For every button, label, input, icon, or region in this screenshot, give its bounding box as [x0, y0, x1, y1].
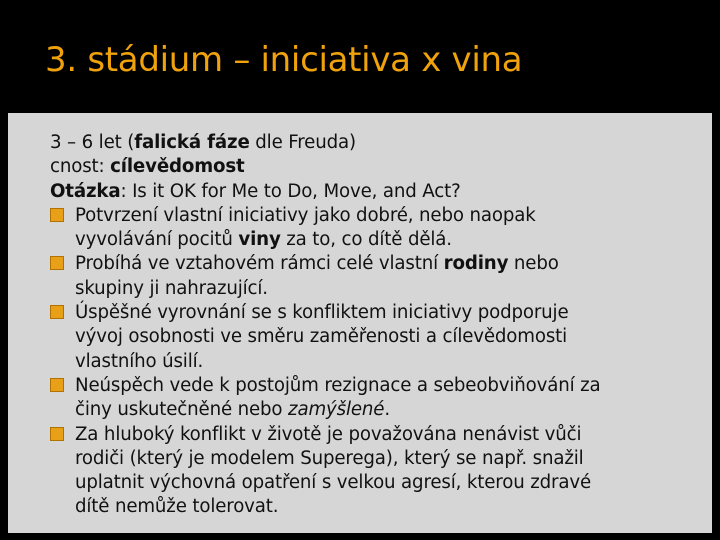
bullet-item-initiative: Potvrzení vlastní iniciativy jako dobré, nebo naopak vyvolávání pocitů viny za to, co dítě dělá. [50, 204, 700, 253]
bullet-item-conflict: Za hluboký konflikt v životě je považována nenávist vůči rodiči (který je modelem Superega), který se např. snažil uplatnit výchovná opatření s velkou agresí, kterou zdravé dítě nemůže tolerovat. [50, 423, 700, 520]
question-line: Otázka: Is it OK for Me to Do, Move, and Act? [50, 180, 461, 202]
slide-title: 3. stádium – iniciativa x vina [45, 40, 523, 80]
virtue-line: cnost: cílevědomost [50, 156, 245, 178]
slide-body [50, 131, 700, 520]
bullet-item-family: Probíhá ve vztahovém rámci celé vlastní rodiny nebo skupiny ji nahrazující. [50, 252, 700, 301]
square-bullet-icon [50, 208, 64, 222]
bullet-item-failure: Neúspěch vede k postojům rezignace a sebeobviňování za činy uskutečněné nebo zamýšlené. [50, 374, 700, 423]
square-bullet-icon [50, 305, 64, 319]
title-bar [0, 0, 720, 113]
square-bullet-icon [50, 256, 64, 270]
square-bullet-icon [50, 378, 64, 392]
age-line: 3 – 6 let (falická fáze dle Freuda) [50, 132, 356, 153]
content-panel [8, 113, 712, 533]
bullet-item-success: Úspěšné vyrovnání se s konfliktem iniciativy podporuje vývoj osobnosti ve směru zaměřenosti a cílevědomosti vlastního úsilí. [50, 301, 700, 374]
square-bullet-icon [50, 427, 64, 441]
